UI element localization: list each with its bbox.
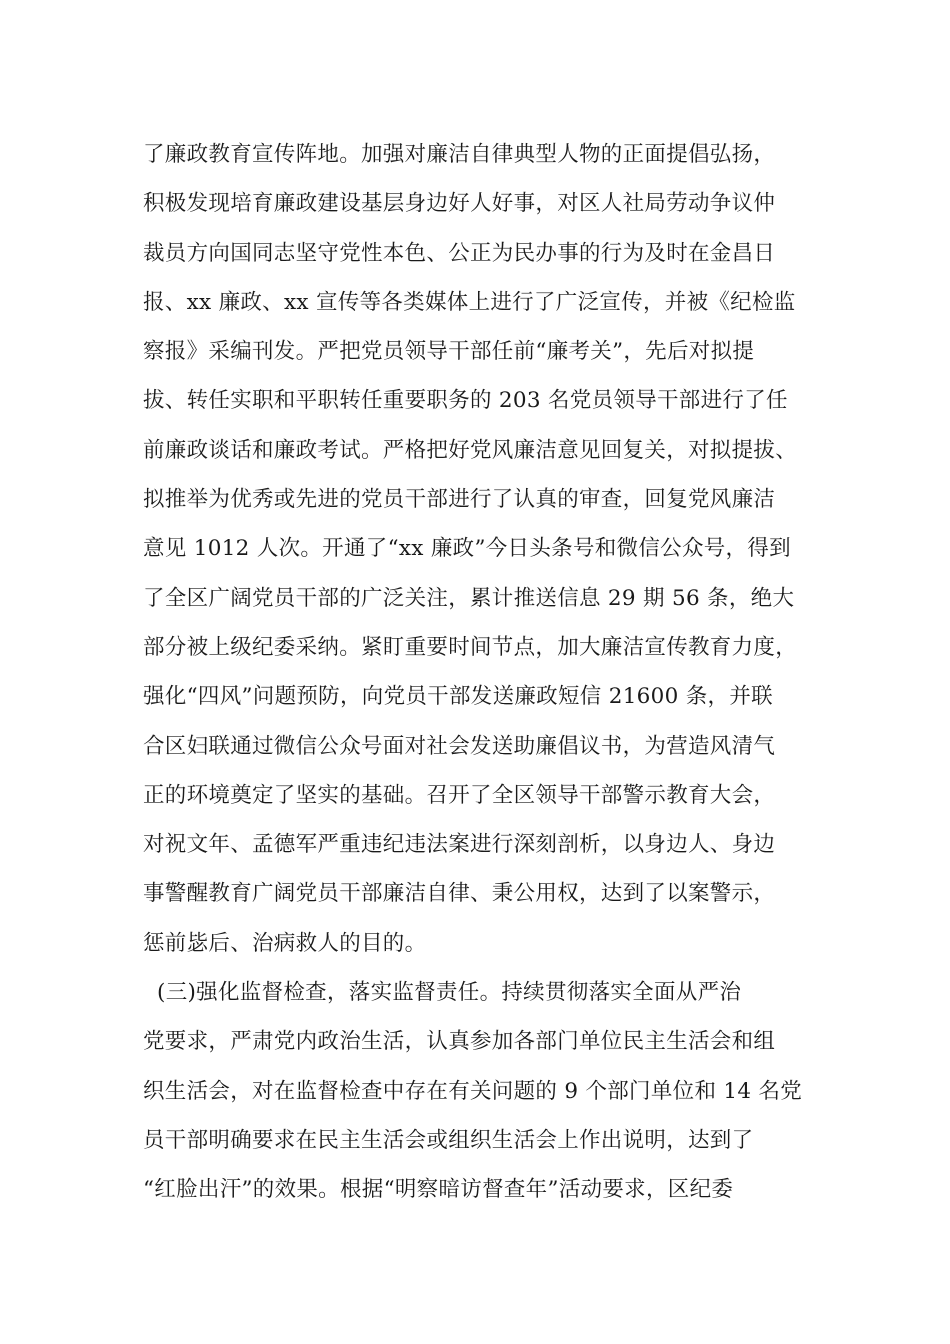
text-line: 事警醒教育广阔党员干部廉洁自律、秉公用权，达到了以案警示， bbox=[143, 881, 776, 907]
text-line: “红脸出汗”的效果。根据“明察暗访督查年”活动要求，区纪委 bbox=[143, 1177, 734, 1203]
text-line: 了全区广阔党员干部的广泛关注，累计推送信息 29 期 56 条，绝大 bbox=[143, 585, 795, 611]
text-line: 合区妇联通过微信公众号面对社会发送助廉倡议书，为营造风清气 bbox=[143, 733, 776, 759]
text-line: 意见 1012 人次。开通了“xx 廉政”今日头条号和微信公众号，得到 bbox=[143, 536, 791, 562]
text-line: 报、xx 廉政、xx 宣传等各类媒体上进行了广泛宣传，并被《纪检监 bbox=[143, 289, 796, 315]
text-line: 裁员方向国同志坚守党性本色、公正为民办事的行为及时在金昌日 bbox=[143, 240, 776, 266]
text-line: 员干部明确要求在民主生活会或组织生活会上作出说明，达到了 bbox=[143, 1127, 754, 1153]
text-line: 部分被上级纪委采纳。紧盯重要时间节点，加大廉洁宣传教育力度， bbox=[143, 634, 798, 660]
text-line: 正的环境奠定了坚实的基础。召开了全区领导干部警示教育大会， bbox=[143, 782, 776, 808]
text-line: 惩前毖后、治病救人的目的。 bbox=[143, 930, 427, 956]
text-line: 拔、转任实职和平职转任重要职务的 203 名党员领导干部进行了任 bbox=[143, 388, 788, 414]
text-line: 党要求，严肃党内政治生活，认真参加各部门单位民主生活会和组 bbox=[143, 1029, 776, 1055]
body-text bbox=[143, 130, 833, 1215]
text-line: 拟推举为优秀或先进的党员干部进行了认真的审查，回复党风廉洁 bbox=[143, 487, 776, 513]
text-line: 积极发现培育廉政建设基层身边好人好事，对区人社局劳动争议仲 bbox=[143, 191, 776, 217]
text-line: 察报》采编刊发。严把党员领导干部任前“廉考关”，先后对拟提 bbox=[143, 339, 755, 365]
text-line: 对祝文年、孟德军严重违纪违法案进行深刻剖析，以身边人、身边 bbox=[143, 832, 776, 858]
text-line: 了廉政教育宣传阵地。加强对廉洁自律典型人物的正面提倡弘扬， bbox=[143, 142, 776, 167]
text-line: 强化“四风”问题预防，向党员干部发送廉政短信 21600 条，并联 bbox=[143, 684, 773, 710]
text-line: 织生活会，对在监督检查中存在有关问题的 9 个部门单位和 14 名党 bbox=[143, 1078, 803, 1104]
section-heading-line: (三)强化监督检查，落实监督责任。持续贯彻落实全面从严治 bbox=[157, 980, 742, 1006]
text-line: 前廉政谈话和廉政考试。严格把好党风廉洁意见回复关，对拟提拔、 bbox=[143, 437, 798, 463]
